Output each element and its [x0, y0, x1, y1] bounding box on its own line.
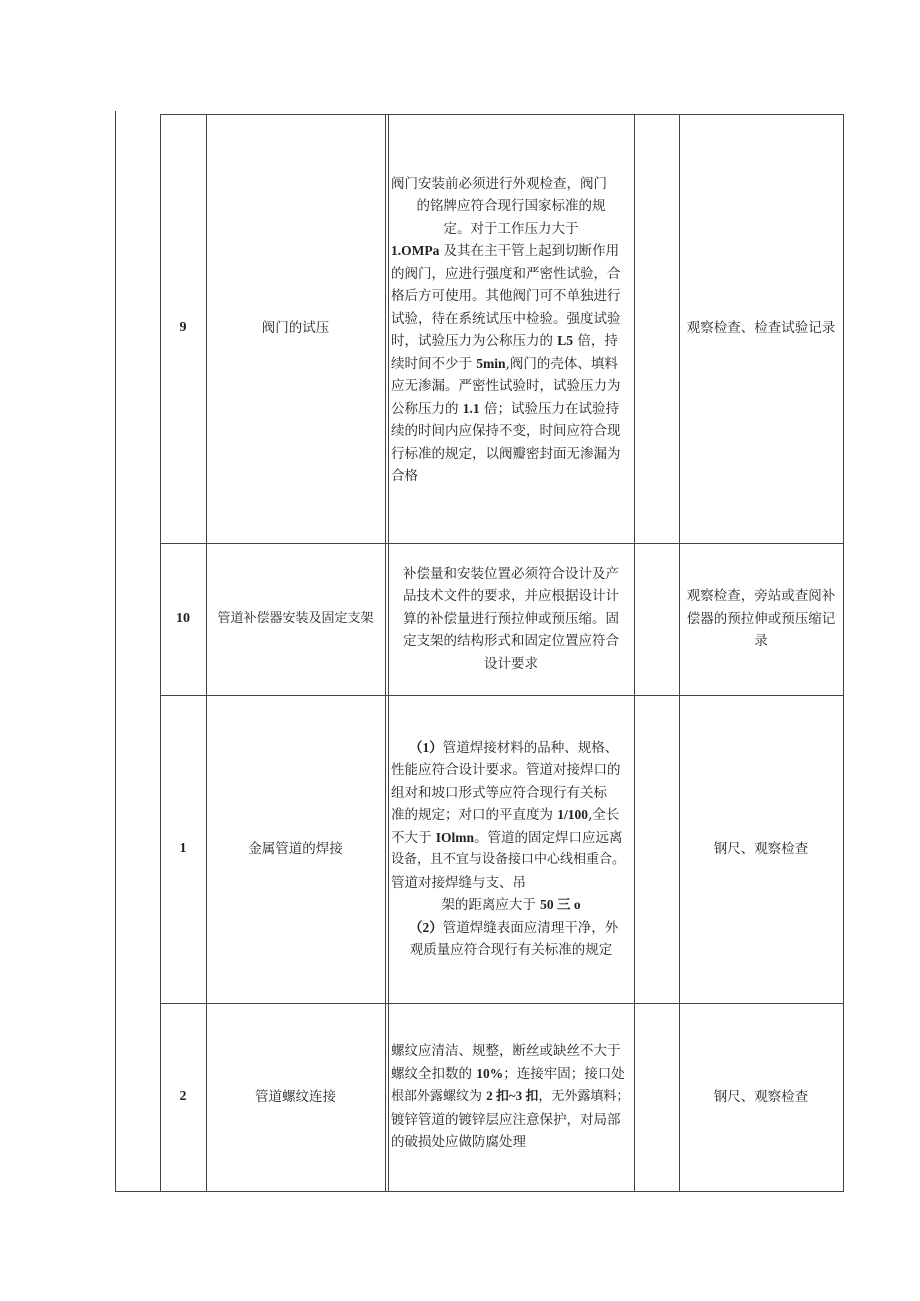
method-line: 观察检查，旁站或查阅补	[686, 588, 836, 605]
requirement-line: （2）管道焊缝表面应清理干净，外	[409, 919, 619, 936]
requirement-line: 螺纹应清洁、规整，断丝或缺丝不大于	[391, 1043, 621, 1060]
method-line: 偿器的预拉伸或预压缩记	[686, 610, 836, 627]
inspection-method: 观察检查、检查试验记录	[686, 320, 836, 337]
requirement-line: 的阀门，应进行强度和严密性试验，合	[391, 265, 621, 282]
table-rule	[385, 114, 386, 1192]
requirement-line: 行标准的规定，以阀瓣密封面无渗漏为	[391, 445, 621, 462]
requirement-line: 组对和坡口形式等应符合现行有关标	[391, 784, 607, 801]
requirement-line: 准的规定；对口的平直度为 1/100,全长	[391, 807, 620, 823]
table-rule	[115, 1191, 843, 1192]
inspection-method: 钢尺、观察检查	[713, 840, 809, 857]
requirement-line: 根部外露螺纹为 2 扣~3 扣，无外露填料；	[391, 1088, 630, 1105]
requirement-line: 1.OMPa 及其在主干管上起到切断作用	[391, 243, 620, 259]
method-line: 录	[754, 633, 768, 650]
requirement-line: 定支架的结构形式和固定位置应符合	[403, 633, 619, 650]
requirement-line: 设备，且不宜与设备接口中心线相重合。	[391, 852, 626, 867]
check-item: 金属管道的焊接	[248, 840, 343, 857]
requirement-line: 格后方可使用。其他阀门可不单独进行	[391, 288, 621, 304]
inspection-method	[679, 543, 843, 695]
requirement-line: 螺纹全扣数的 10%；连接牢固；接口处	[391, 1065, 625, 1082]
requirement-line: 架的距离应大于 50 三 o	[441, 897, 581, 913]
quality-requirement	[388, 543, 634, 695]
quality-requirement	[388, 695, 634, 1003]
check-item: 阀门的试压	[261, 320, 330, 337]
quality-requirement	[388, 1036, 634, 1158]
check-item: 管道补偿器安装及固定支架	[217, 610, 374, 626]
requirement-line: 续的时间内应保持不变，时间应符合现	[391, 423, 621, 439]
requirement-line: 算的补偿量进行预拉伸或预压缩。固	[403, 610, 619, 627]
requirement-line: （1）管道焊接材料的品种、规格、	[409, 739, 619, 756]
row-number: 9	[179, 320, 187, 336]
requirement-line: 的破损处应做防腐处理	[391, 1134, 526, 1151]
check-item: 管道螺纹连接	[255, 1088, 336, 1105]
table-rule	[843, 114, 844, 1192]
table-rule	[634, 114, 635, 1192]
requirement-line: 性能应符合设计要求。管道对接焊口的	[391, 762, 621, 778]
requirement-line: 补偿量和安装位置必须符合设计及产	[403, 565, 619, 582]
row-number: 1	[179, 840, 187, 856]
row-number: 2	[179, 1088, 187, 1104]
requirement-line: 观质量应符合现行有关标准的规定	[409, 942, 613, 958]
requirement-line: 管道对接焊缝与支、吊	[391, 874, 526, 891]
requirement-line: 时，试验压力为公称压力的 L5 倍，持	[391, 333, 618, 349]
quality-requirement	[388, 158, 634, 502]
requirement-line: 不大于 IOlmn。管道的固定焊口应远离	[391, 829, 623, 846]
requirement-line: 定。对于工作压力大于	[443, 220, 579, 237]
inspection-method: 钢尺、观察检查	[713, 1088, 809, 1105]
requirement-line: 的铭牌应符合现行国家标准的规	[416, 198, 606, 214]
row-number: 10	[176, 610, 190, 626]
table-rule	[115, 111, 116, 1192]
requirement-line: 公称压力的 1.1 倍；试验压力在试验持	[391, 400, 619, 417]
requirement-line: 品技术文件的要求，并应根据设计计	[403, 588, 619, 605]
requirement-line: 镀锌管道的镀锌层应注意保护，对局部	[391, 1111, 621, 1128]
requirement-line: 应无渗漏。严密性试验时，试验压力为	[391, 378, 621, 394]
requirement-line: 试验，待在系统试压中检验。强度试验	[391, 310, 621, 327]
requirement-line: 合格	[391, 468, 418, 484]
requirement-line: 设计要求	[484, 655, 538, 672]
requirement-line: 续时间不少于 5min,阀门的壳体、填料	[391, 355, 618, 372]
requirement-line: 阀门安装前必须进行外观检查，阀门	[391, 175, 607, 192]
